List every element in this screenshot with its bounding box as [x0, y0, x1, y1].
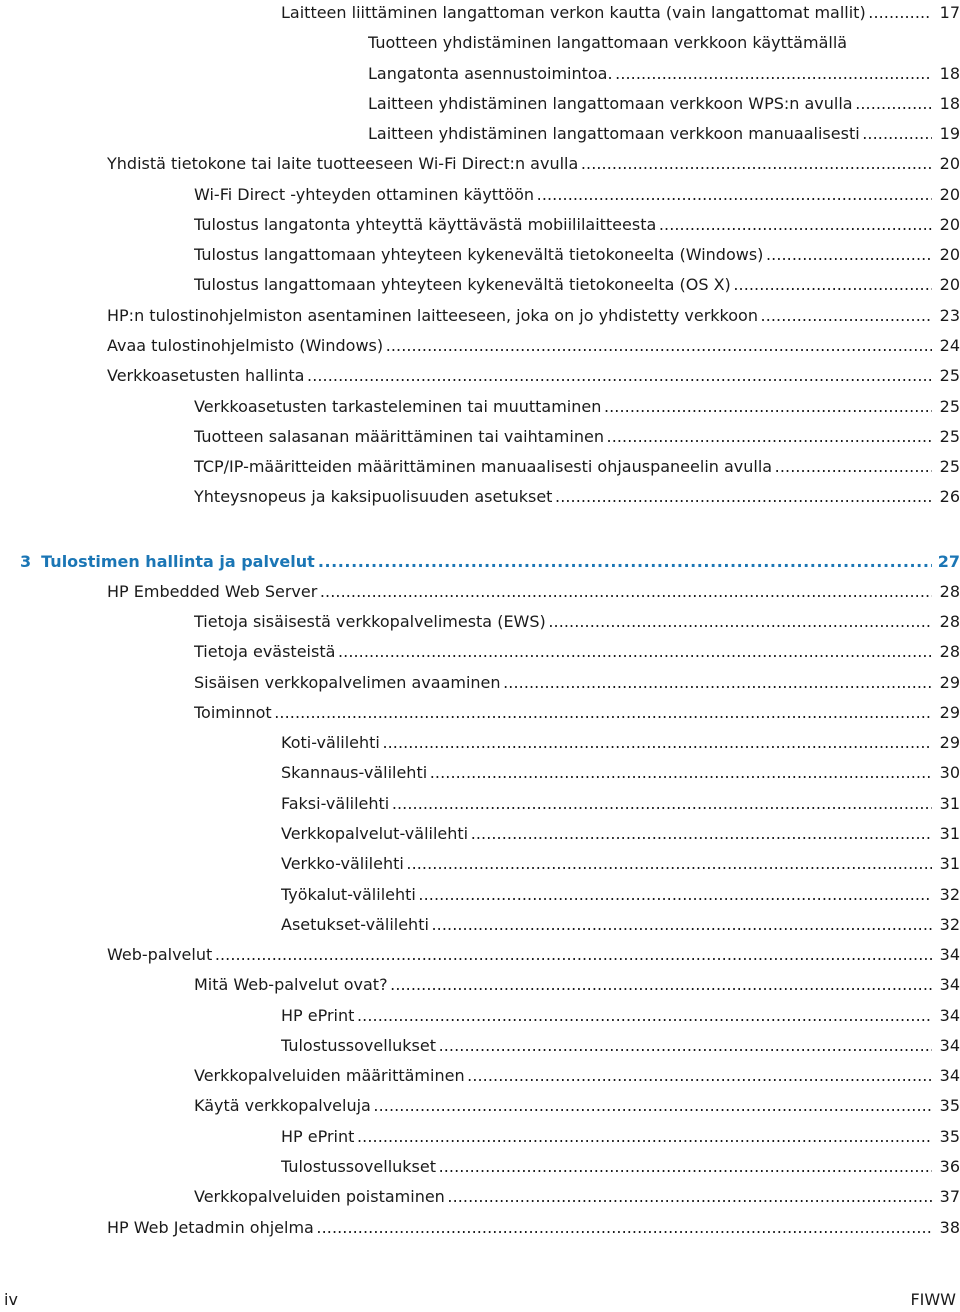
- toc-entry-title-wrap: [194, 242, 932, 268]
- toc-entry-title: TCP/IP-määritteiden määrittäminen manuaalisesti ohjauspaneelin avulla: [194, 457, 773, 476]
- toc-entry-title-wrap: [194, 670, 932, 696]
- toc-entry-title: Yhdistä tietokone tai laite tuotteeseen Wi-Fi Direct:n avulla: [107, 154, 579, 173]
- toc-entry-title-wrap: [194, 1093, 932, 1119]
- toc-entry-title-wrap: [107, 1215, 932, 1241]
- toc-page-number: 32: [939, 885, 960, 904]
- toc-entry[interactable]: [0, 639, 960, 665]
- toc-page-number: 29: [939, 703, 960, 722]
- toc-entry[interactable]: [0, 91, 960, 117]
- toc-entry-title: Asetukset-välilehti: [281, 915, 429, 934]
- toc-entry-title: Verkkopalvelut-välilehti: [281, 824, 469, 843]
- toc-entry-title: Sisäisen verkkopalvelimen avaaminen: [194, 673, 501, 692]
- toc-entry[interactable]: [0, 0, 960, 26]
- toc-page-number: 28: [939, 582, 960, 601]
- toc-entry-title: Wi-Fi Direct -yhteyden ottaminen käyttöön: [194, 185, 535, 204]
- toc-entry-title-wrap: [281, 0, 932, 26]
- toc-entry-title: Mitä Web-palvelut ovat?: [194, 975, 388, 994]
- toc-entry-title-wrap: [107, 333, 932, 359]
- toc-entry[interactable]: [0, 484, 960, 510]
- toc-entry-title-wrap: [281, 730, 932, 756]
- toc-entry-title: Tuotteen yhdistäminen langattomaan verkkoon käyttämällä: [368, 33, 848, 52]
- toc-entry-title: Faksi-välilehti: [281, 794, 390, 813]
- toc-entry-title-wrap: [368, 30, 932, 56]
- toc-page-number: 28: [939, 612, 960, 631]
- toc-entry-title: HP Web Jetadmin ohjelma: [107, 1218, 314, 1237]
- toc-entry-title-wrap: [194, 639, 932, 665]
- toc-page-number: 34: [939, 1036, 960, 1055]
- toc-page-number: 27: [937, 552, 960, 571]
- toc-page-number: 20: [939, 185, 960, 204]
- toc-entry-title: Laitteen yhdistäminen langattomaan verkkoon WPS:n avulla: [368, 94, 853, 113]
- toc-entry-title: Tuotteen salasanan määrittäminen tai vaihtaminen: [194, 427, 604, 446]
- toc-entry[interactable]: [0, 700, 960, 726]
- toc-page-number: 20: [939, 215, 960, 234]
- toc-entry[interactable]: [0, 182, 960, 208]
- toc-entry-title-wrap: [281, 1033, 932, 1059]
- toc-entry-title-wrap: [281, 821, 932, 847]
- toc-entry-title-wrap: [194, 272, 932, 298]
- toc-entry-title-wrap: [194, 182, 932, 208]
- toc-entry-title-wrap: [107, 942, 932, 968]
- toc-entry-title-wrap: [281, 912, 932, 938]
- toc-entry-title: Laitteen yhdistäminen langattomaan verkkoon manuaalisesti: [368, 124, 860, 143]
- toc-entry[interactable]: [0, 454, 960, 480]
- toc-entry-title-wrap: [194, 700, 932, 726]
- toc-entry[interactable]: [0, 272, 960, 298]
- toc-page-number: 32: [939, 915, 960, 934]
- toc-entry-title: Verkko-välilehti: [281, 854, 404, 873]
- toc-entry-title: Tietoja sisäisestä verkkopalvelimesta (EWS): [194, 612, 546, 631]
- toc-page-number: 28: [939, 642, 960, 661]
- toc-entry-title: Yhteysnopeus ja kaksipuolisuuden asetukset: [194, 487, 553, 506]
- toc-entry-title-wrap: [368, 121, 932, 147]
- toc-page-number: 26: [939, 487, 960, 506]
- toc-entry-title: Koti-välilehti: [281, 733, 380, 752]
- toc-page-number: 34: [939, 975, 960, 994]
- toc-entry[interactable]: [0, 303, 960, 329]
- toc-entry[interactable]: [0, 760, 960, 786]
- toc-entry[interactable]: [0, 821, 960, 847]
- toc-page-number: 20: [939, 154, 960, 173]
- toc-page-number: 31: [939, 794, 960, 813]
- toc-entry[interactable]: [0, 609, 960, 635]
- toc-page-number: 38: [939, 1218, 960, 1237]
- toc-page-number: 30: [939, 763, 960, 782]
- toc-entry-title: Käytä verkkopalveluja: [194, 1096, 371, 1115]
- toc-entry[interactable]: [0, 1124, 960, 1150]
- toc-entry-title-wrap: [194, 1184, 932, 1210]
- toc-page-number: 35: [939, 1127, 960, 1146]
- toc-entry-title-wrap: [281, 1154, 932, 1180]
- toc-entry-title: Avaa tulostinohjelmisto (Windows): [107, 336, 384, 355]
- toc-entry[interactable]: [0, 851, 960, 877]
- toc-entry[interactable]: [0, 61, 960, 87]
- toc-entry-title: Tulostus langatonta yhteyttä käyttävästä mobiililaitteesta: [194, 215, 657, 234]
- toc-entry-title-wrap: [107, 303, 932, 329]
- toc-entry-title: HP:n tulostinohjelmiston asentaminen laitteeseen, joka on jo yhdistetty verkkoon: [107, 306, 758, 325]
- toc-page-number: 25: [939, 457, 960, 476]
- toc-page-number: 29: [939, 733, 960, 752]
- toc-entry-title: Web-palvelut: [107, 945, 213, 964]
- toc-entry-title: HP ePrint: [281, 1127, 355, 1146]
- toc-page-number: 35: [939, 1096, 960, 1115]
- toc-entry[interactable]: [0, 212, 960, 238]
- toc-entry-title-wrap: [281, 882, 932, 908]
- toc-page-number: 24: [939, 336, 960, 355]
- toc-page-number: 31: [939, 824, 960, 843]
- toc-entry-title: Työkalut-välilehti: [281, 885, 416, 904]
- toc-entry-title-wrap: [107, 363, 932, 389]
- toc-chapter-entry[interactable]: [0, 549, 960, 575]
- toc-entry-title-wrap: [194, 394, 932, 420]
- toc-page-number: 25: [939, 427, 960, 446]
- toc-entry-title: Tulostussovellukset: [281, 1036, 436, 1055]
- toc-page-number: 18: [939, 94, 960, 113]
- toc-entry[interactable]: [0, 394, 960, 420]
- toc-entry[interactable]: [0, 363, 960, 389]
- toc-entry[interactable]: [0, 1033, 960, 1059]
- toc-page-number: 31: [939, 854, 960, 873]
- toc-page-number: 20: [939, 275, 960, 294]
- toc-entry[interactable]: [0, 670, 960, 696]
- toc-entry-title-wrap: [20, 549, 932, 575]
- toc-entry[interactable]: [0, 972, 960, 998]
- toc-entry[interactable]: [0, 791, 960, 817]
- toc-entry[interactable]: [0, 882, 960, 908]
- toc-entry-title: Verkkoasetusten hallinta: [107, 366, 305, 385]
- toc-entry-title-wrap: [281, 791, 932, 817]
- toc-entry-title-wrap: [281, 851, 932, 877]
- toc-entry-title-wrap: [194, 454, 932, 480]
- toc-entry-title-wrap: [368, 61, 932, 87]
- toc-page-number: 25: [939, 397, 960, 416]
- toc-entry[interactable]: [0, 30, 960, 56]
- toc-entry-title-wrap: [281, 1003, 932, 1029]
- toc-entry-title-wrap: [194, 609, 932, 635]
- toc-entry[interactable]: [0, 1215, 960, 1241]
- toc-entry-title-wrap: [281, 1124, 932, 1150]
- toc-entry[interactable]: [0, 730, 960, 756]
- toc-entry[interactable]: [0, 121, 960, 147]
- toc-entry-title-wrap: [194, 484, 932, 510]
- toc-entry[interactable]: [0, 242, 960, 268]
- toc-entry-title: Verkkopalveluiden määrittäminen: [194, 1066, 465, 1085]
- toc-entry-title: Skannaus-välilehti: [281, 763, 428, 782]
- toc-entry[interactable]: [0, 1154, 960, 1180]
- toc-entry[interactable]: [0, 942, 960, 968]
- chapter-number: 3: [20, 552, 32, 571]
- toc-entry[interactable]: [0, 151, 960, 177]
- toc-page-number: 34: [939, 1066, 960, 1085]
- toc-entry-title: HP Embedded Web Server: [107, 582, 318, 601]
- toc-entry-title: Tulostussovellukset: [281, 1157, 436, 1176]
- toc-page-number: 18: [939, 64, 960, 83]
- toc-page-number: 23: [939, 306, 960, 325]
- toc-entry-title-wrap: [281, 760, 932, 786]
- toc-entry-title: Langatonta asennustoimintoa.: [368, 64, 613, 83]
- toc-entry[interactable]: [0, 1093, 960, 1119]
- toc-entry-title-wrap: [107, 579, 932, 605]
- toc-entry-title: Verkkoasetusten tarkasteleminen tai muuttaminen: [194, 397, 602, 416]
- toc-entry-title-wrap: [194, 1063, 932, 1089]
- toc-entry-title: Verkkopalveluiden poistaminen: [194, 1187, 445, 1206]
- toc-entry-title: HP ePrint: [281, 1006, 355, 1025]
- toc-entry-title-wrap: [368, 91, 932, 117]
- toc-page-number: 34: [939, 1006, 960, 1025]
- toc-entry[interactable]: [0, 912, 960, 938]
- toc-page-number: 17: [939, 3, 960, 22]
- toc-entry[interactable]: [0, 1063, 960, 1089]
- toc-entry-title: Laitteen liittäminen langattoman verkon kautta (vain langattomat mallit): [281, 3, 866, 22]
- toc-entry-title: Toiminnot: [194, 703, 272, 722]
- toc-page-number: 20: [939, 245, 960, 264]
- toc-entry-title: Tietoja evästeistä: [194, 642, 336, 661]
- toc-page-number: 37: [939, 1187, 960, 1206]
- toc-entry-title: Tulostimen hallinta ja palvelut: [41, 552, 315, 571]
- toc-entry-title: Tulostus langattomaan yhteyteen kykenevältä tietokoneelta (Windows): [194, 245, 764, 264]
- toc-entry[interactable]: [0, 1003, 960, 1029]
- toc-entry-title-wrap: [194, 212, 932, 238]
- toc-entry-title-wrap: [107, 151, 932, 177]
- toc-page-number: 29: [939, 673, 960, 692]
- toc-page-number: 34: [939, 945, 960, 964]
- toc-entry-title-wrap: [194, 972, 932, 998]
- footer-doc-code: FIWW: [910, 1290, 956, 1309]
- toc-page-number: 25: [939, 366, 960, 385]
- footer-page-label: iv: [4, 1290, 18, 1309]
- toc-entry[interactable]: [0, 1184, 960, 1210]
- toc-entry-title-wrap: [194, 424, 932, 450]
- toc-entry[interactable]: [0, 579, 960, 605]
- toc-page-number: 19: [939, 124, 960, 143]
- toc-entry[interactable]: [0, 424, 960, 450]
- toc-page-number: 36: [939, 1157, 960, 1176]
- toc-entry[interactable]: [0, 333, 960, 359]
- toc-entry-title: Tulostus langattomaan yhteyteen kykenevältä tietokoneelta (OS X): [194, 275, 731, 294]
